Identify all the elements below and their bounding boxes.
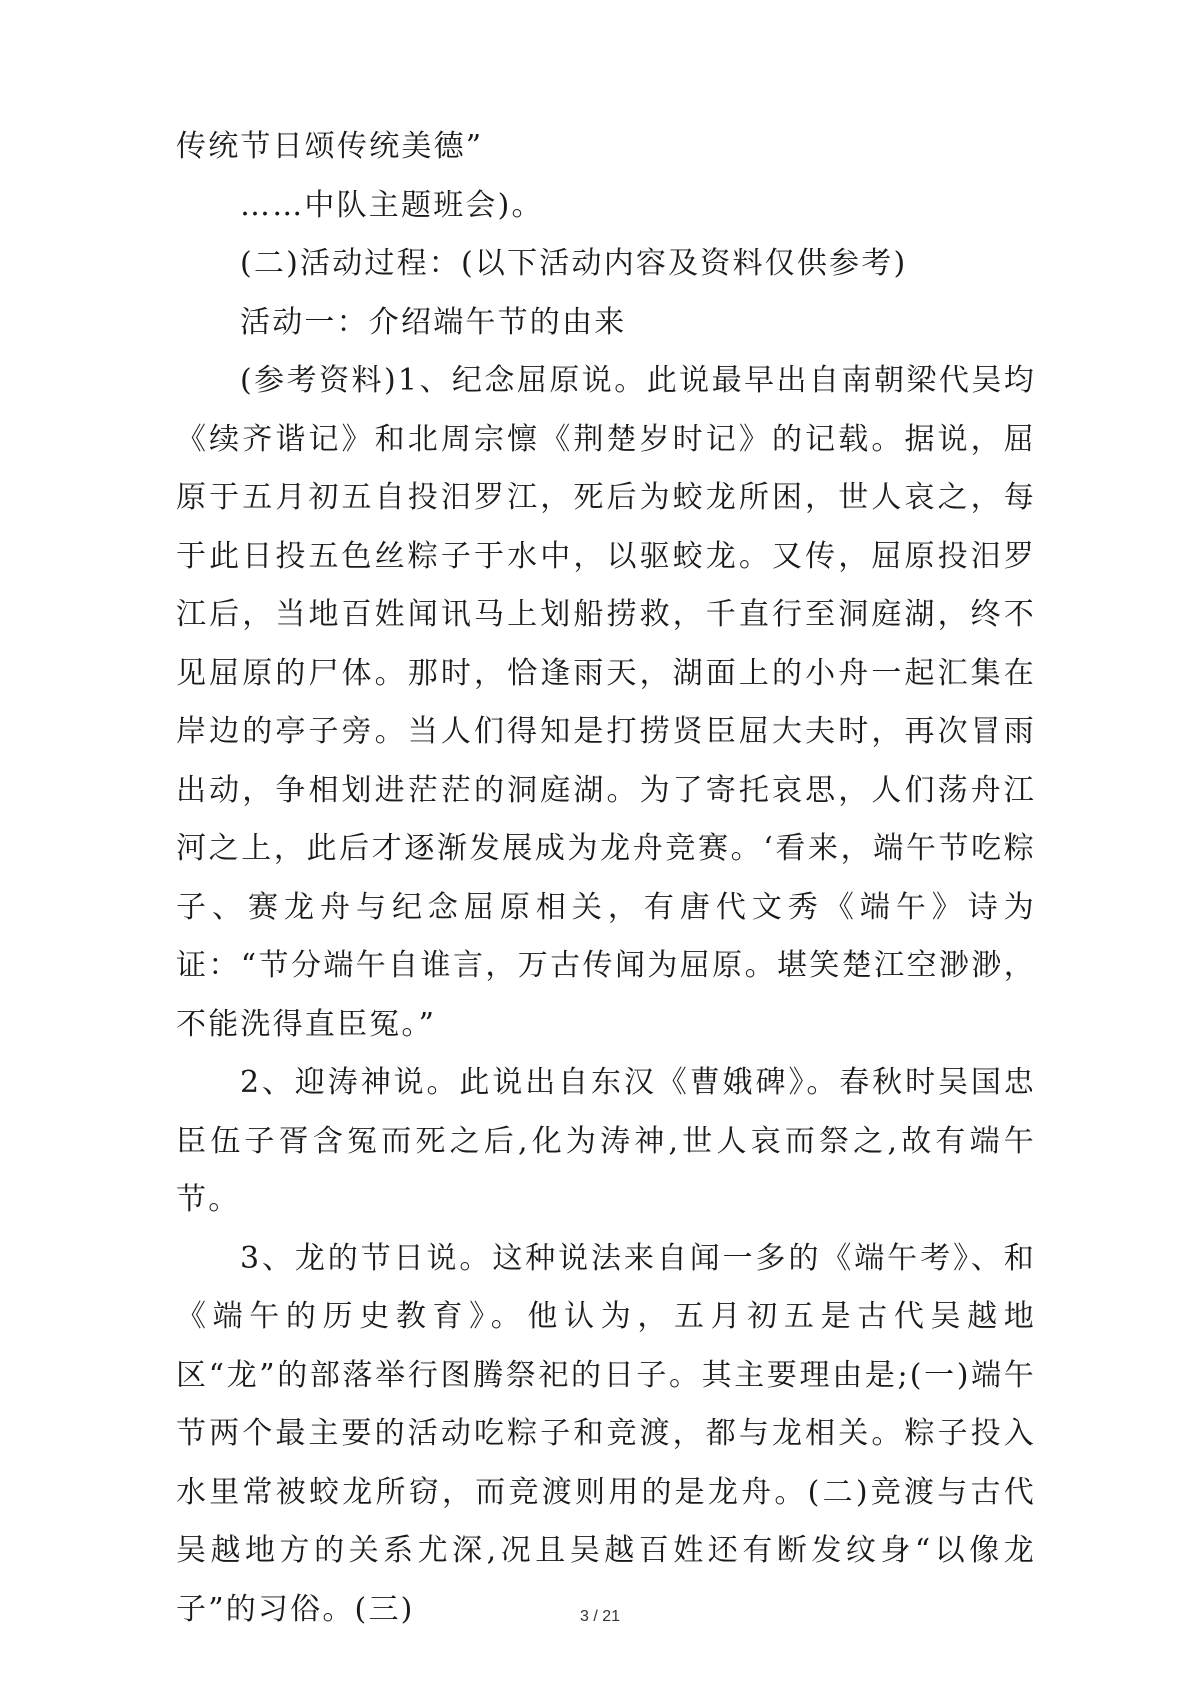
paragraph-meeting-title: ……中队主题班会)。 [240, 187, 544, 223]
paragraph-quyuan-origin: (参考资料)1、纪念屈原说。此说最早出自南朝梁代吴均《续齐谐记》和北周宗懔《荆楚岁时记》的记载。据说，屈原于五月初五自投汨罗江，死后为蛟龙所困，世人哀之，每于此日投五色丝粽子于水中，以驱蛟龙。又传，屈原投汨罗江后，当地百姓闻讯马上划船捞救，千直行至洞庭湖，终不见屈原的尸体。那时，恰逢雨天，湖面上的小舟一起汇集在岸边的亭子旁。当人们得知是打捞贤臣屈大夫时，再次冒雨出动，争相划进茫茫的洞庭湖。为了寄托哀思，人们荡舟江河之上，此后才逐渐发展成为龙舟竞赛。‘看来，端午节吃粽子、赛龙舟与纪念屈原相关，有唐代文秀《端午》诗为证：“节分端午自谁言，万古传闻为屈原。堪笑楚江空渺渺，不能洗得直臣冤。” [176, 363, 1036, 1042]
document-body [176, 118, 1036, 1639]
paragraph-dragon-festival-origin: 3、龙的节日说。这种说法来自闻一多的《端午考》、和《端午的历史教育》。他认为，五月初五是古代吴越地区“龙”的部落举行图腾祭祀的日子。其主要理由是;(一)端午节两个最主要的活动吃粽子和竞渡，都与龙相关。粽子投入水里常被蛟龙所窃，而竞渡则用的是龙舟。(二)竞渡与古代吴越地方的关系尤深,况且吴越百姓还有断发纹身“以像龙子”的习俗。(三) [176, 1240, 1036, 1627]
paragraph-tide-god-origin: 2、迎涛神说。此说出自东汉《曹娥碑》。春秋时吴国忠臣伍子胥含冤而死之后,化为涛神,世人哀而祭之,故有端午节。 [176, 1065, 1036, 1217]
page-number: 3 / 21 [579, 1608, 621, 1625]
activity-one-heading: 活动一：介绍端午节的由来 [240, 304, 627, 340]
section-heading-activity-process: (二)活动过程：(以下活动内容及资料仅供参考) [240, 246, 908, 281]
paragraph-continuation: 传统节日颂传统美德” [176, 129, 484, 164]
